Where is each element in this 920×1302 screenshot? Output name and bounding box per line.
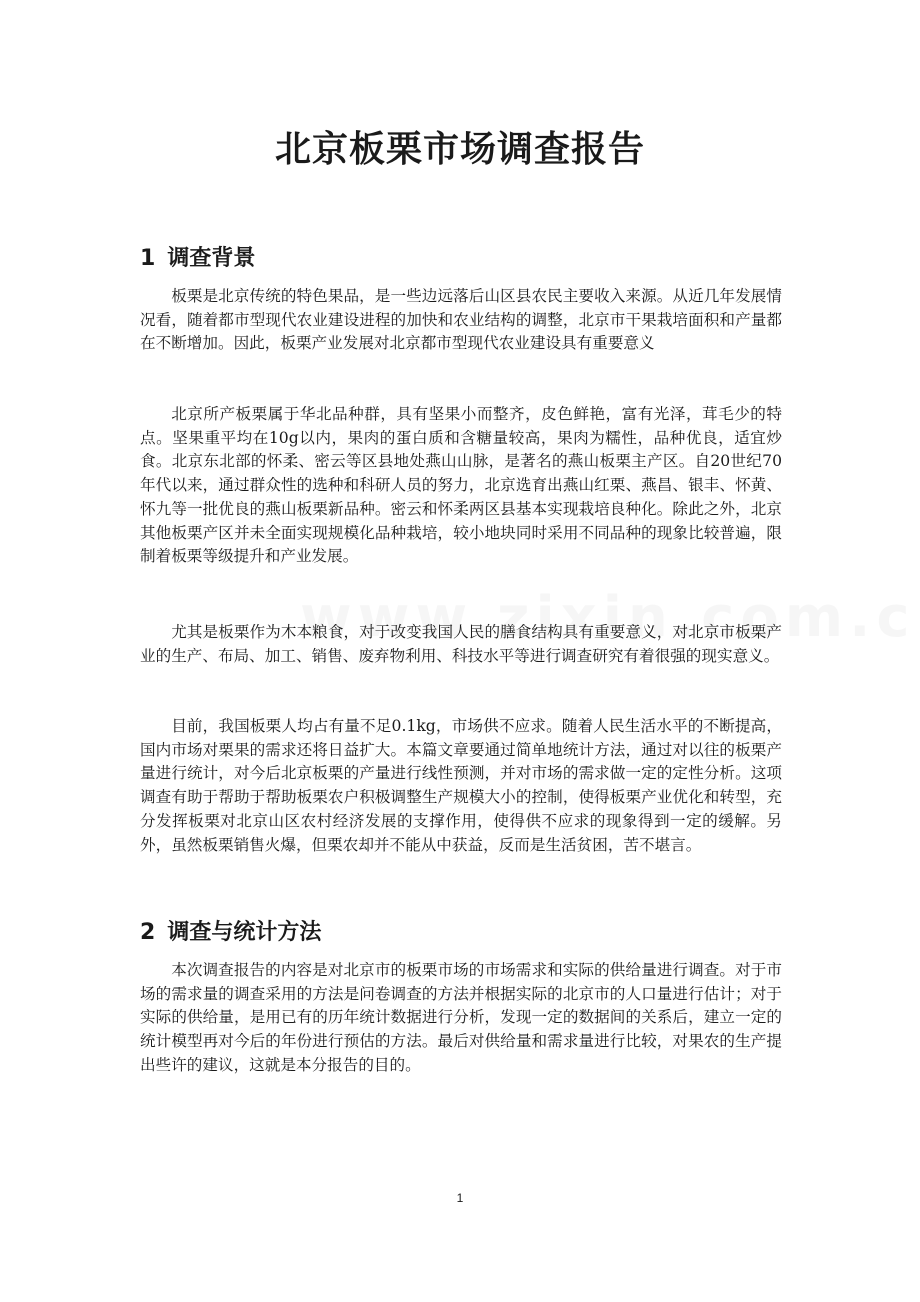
- section-number: 1: [140, 246, 156, 271]
- paragraph: 本次调查报告的内容是对北京市的板栗市场的市场需求和实际的供给量进行调查。对于市场的需求量的调查采用的方法是问卷调查的方法并根据实际的北京市的人口量进行估计；对于实际的供给量，是用已有的历年统计数据进行分析，发现一定的数据间的关系后，建立一定的统计模型再对今后的年份进行预估的方法。最后对供给量和需求量进行比较，对果农的生产提出些许的建议，这就是本分报告的目的。: [140, 961, 782, 1074]
- paragraph: 目前，我国板栗人均占有量不足0.1kg，市场供不应求。随着人民生活水平的不断提高，国内市场对栗果的需求还将日益扩大。本篇文章要通过简单地统计方法，通过对以往的板栗产量进行统计，对今后北京板栗的产量进行线性预测，并对市场的需求做一定的定性分析。这项调查有助于帮助于帮助板栗农户积极调整生产规模大小的控制，使得板栗产业优化和转型，充分发挥板栗对北京山区农村经济发展的支撑作用，使得供不应求的现象得到一定的缓解。另外，虽然板栗销售火爆，但栗农却并不能从中获益，反而是生活贫困，苦不堪言。: [140, 717, 782, 854]
- section-title: 调查与统计方法: [167, 920, 322, 945]
- section-title: 调查背景: [167, 246, 256, 271]
- paragraph: 板栗是北京传统的特色果品，是一些边远落后山区县农民主要收入来源。从近几年发展情况看，随着都市型现代农业建设进程的加快和农业结构的调整，北京市干果栽培面积和产量都在不断增加。因此，板栗产业发展对北京都市型现代农业建设具有重要意义: [140, 287, 782, 353]
- page-title: 北京板栗市场调查报告: [274, 129, 645, 170]
- paragraph: 尤其是板栗作为木本粮食，对于改变我国人民的膳食结构具有重要意义，对北京市板栗产业的生产、布局、加工、销售、废弃物利用、科技水平等进行调查研究有着很强的现实意义。: [140, 623, 782, 665]
- page-number: 1: [456, 1191, 464, 1205]
- paragraph: 北京所产板栗属于华北品种群，具有坚果小而整齐，皮色鲜艳，富有光泽，茸毛少的特点。坚果重平均在10g以内，果肉的蛋白质和含糖量较高，果肉为糯性，品种优良，适宜炒食。北京东北部的怀柔、密云等区县地处燕山山脉，是著名的燕山板栗主产区。自20世纪70年代以来，通过群众性的选种和科研人员的努力，北京选育出燕山红栗、燕昌、银丰、怀黄、怀九等一批优良的燕山板栗新品种。密云和怀柔两区县基本实现栽培良种化。除此之外，北京其他板栗产区并未全面实现规模化品种栽培，较小地块同时采用不同品种的现象比较普遍，限制着板栗等级提升和产业发展。: [140, 405, 782, 566]
- section-heading-2: [140, 918, 321, 948]
- section-heading-1: [140, 244, 255, 274]
- section-number: 2: [140, 920, 156, 945]
